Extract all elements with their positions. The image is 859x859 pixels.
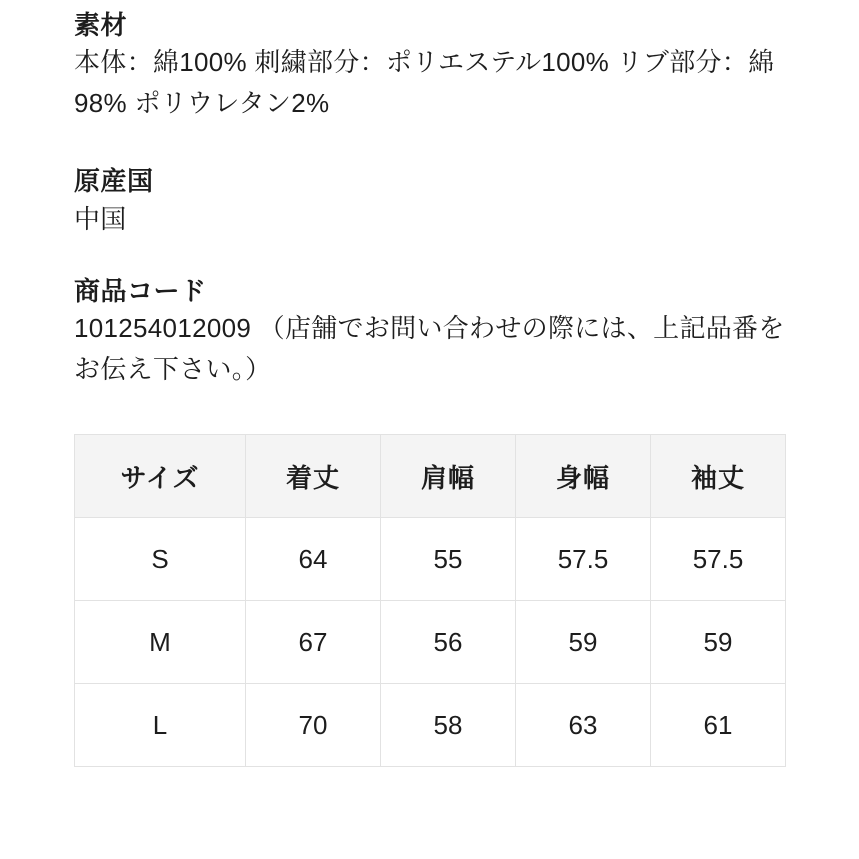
column-header-shoulder: 肩幅 (381, 435, 516, 518)
section-product-code-title: 商品コード (74, 275, 207, 306)
column-header-sleeve: 袖丈 (651, 435, 786, 518)
section-origin-body: 中国 (74, 203, 127, 234)
cell-sleeve: 61 (651, 684, 786, 767)
cell-length: 70 (246, 684, 381, 767)
cell-size: L (75, 684, 246, 767)
cell-shoulder: 58 (381, 684, 516, 767)
column-header-length: 着丈 (246, 435, 381, 518)
column-header-size: サイズ (75, 435, 246, 518)
cell-sleeve: 57.5 (651, 518, 786, 601)
section-material-body: 本体：綿100% 刺繍部分：ポリエステル100% リブ部分：綿98% ポリウレタン2% (74, 47, 775, 119)
cell-size: S (75, 518, 246, 601)
spacer-origin-code (74, 240, 785, 274)
cell-chest: 59 (516, 601, 651, 684)
size-chart-head (75, 435, 786, 518)
cell-size: M (75, 601, 246, 684)
size-chart-body (75, 518, 786, 767)
column-header-chest: 身幅 (516, 435, 651, 518)
top-spacer (74, 0, 785, 8)
size-chart-table (74, 434, 786, 767)
table-row (75, 601, 786, 684)
section-material (74, 8, 785, 124)
section-product-code (74, 274, 785, 390)
spacer-material-origin (74, 124, 785, 164)
cell-length: 64 (246, 518, 381, 601)
table-row (75, 684, 786, 767)
cell-chest: 63 (516, 684, 651, 767)
table-header-row (75, 435, 786, 518)
section-product-code-body: 101254012009 （店舗でお問い合わせの際には、上記品番をお伝え下さい。） (74, 313, 785, 385)
cell-chest: 57.5 (516, 518, 651, 601)
cell-sleeve: 59 (651, 601, 786, 684)
cell-shoulder: 56 (381, 601, 516, 684)
section-origin (74, 164, 785, 239)
table-row (75, 518, 786, 601)
section-origin-title: 原産国 (74, 166, 154, 197)
section-material-title: 素材 (74, 10, 128, 40)
cell-shoulder: 55 (381, 518, 516, 601)
cell-length: 67 (246, 601, 381, 684)
